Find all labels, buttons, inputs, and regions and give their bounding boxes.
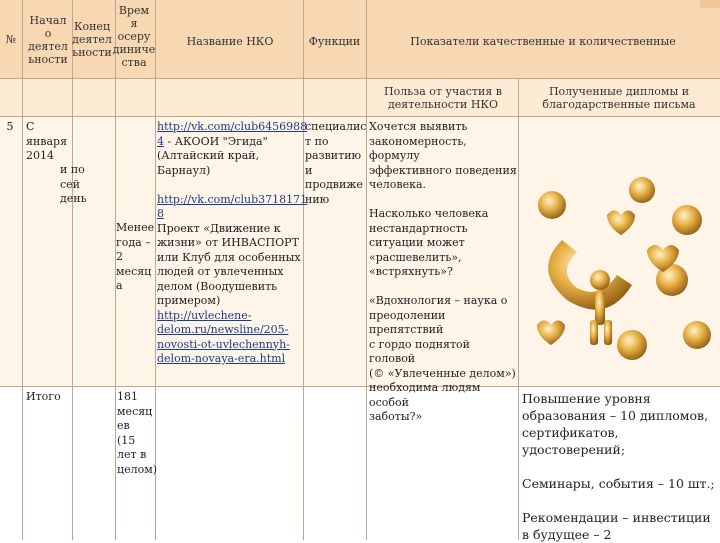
slide-corner-decoration xyxy=(700,0,720,8)
text-line: и по xyxy=(60,163,85,176)
text-line xyxy=(369,280,519,295)
nko-text: жизни» от ИНВАСПОРТ xyxy=(157,236,299,249)
text-line: ьности xyxy=(72,46,112,59)
text-line xyxy=(157,164,305,179)
nko-text: (Алтайский край, xyxy=(157,149,260,162)
text-line: Польза от участия в xyxy=(384,85,502,98)
nko-link[interactable]: 8 xyxy=(157,207,164,220)
text-line: образования – 10 дипломов, xyxy=(522,408,709,423)
text-line: заботы?» xyxy=(369,410,423,423)
text-line: ситуации может xyxy=(369,236,465,249)
text-line: день xyxy=(60,192,87,205)
text-line: Семинары, события – 10 шт.; xyxy=(522,476,715,491)
text-line xyxy=(157,178,305,193)
text-line: года – xyxy=(116,235,151,249)
nko-link-line[interactable] xyxy=(157,309,305,324)
text-line: развитию xyxy=(305,149,362,162)
text-line: месяц xyxy=(116,264,152,278)
text-line: С xyxy=(26,120,35,133)
row-start-date xyxy=(26,120,72,164)
text-line: Начал xyxy=(29,14,67,27)
text-line: нестандартность xyxy=(369,221,468,235)
text-line: «Вдохнология – наука о xyxy=(369,294,508,307)
grid-line xyxy=(22,0,23,540)
nko-link-line[interactable] xyxy=(157,207,305,222)
header-col-name: Название НКО xyxy=(186,35,274,48)
text-line: Насколько человека xyxy=(369,207,489,220)
grid-line xyxy=(0,116,720,117)
header-col-number: № xyxy=(5,33,17,46)
text-line: (© «Увлеченные делом») xyxy=(369,366,516,380)
text-line xyxy=(369,193,519,208)
nko-link[interactable]: 4 xyxy=(157,134,164,148)
text-line xyxy=(522,492,718,509)
nko-link[interactable]: http://vk.com/club6456988 xyxy=(157,120,308,133)
gold-magnet-dollars-illustration xyxy=(522,160,718,372)
row-benefit xyxy=(369,120,519,425)
text-line: а xyxy=(116,279,123,292)
nko-link-line[interactable] xyxy=(157,192,308,208)
text-line: необходима людям особой xyxy=(369,381,481,409)
header-col-end xyxy=(66,20,118,59)
text-line: и xyxy=(305,163,313,177)
nko-link-line[interactable] xyxy=(157,323,305,338)
subheader-diplomas xyxy=(520,85,718,111)
nko-link[interactable]: http://uvlechene- xyxy=(157,308,252,322)
grid-line xyxy=(72,0,73,540)
text-line xyxy=(157,149,305,164)
text-line: ьности xyxy=(28,53,68,66)
nko-link[interactable]: delom-novaya-era.html xyxy=(157,352,286,365)
total-label: Итого xyxy=(26,390,61,403)
text-line: Полученные дипломы и xyxy=(548,85,690,98)
row-end-date xyxy=(60,163,115,207)
row-nko-name[interactable] xyxy=(157,120,308,367)
text-line: т по xyxy=(305,134,329,148)
total-duration xyxy=(117,390,157,477)
header-col-functions: Функции xyxy=(308,35,361,48)
text-line: Врем xyxy=(118,4,150,17)
text-line: ев xyxy=(117,419,130,432)
nko-text: людей от увлеченных xyxy=(157,265,284,278)
nko-link[interactable]: delom.ru/newsline/205- xyxy=(157,323,289,336)
row-functions xyxy=(305,120,368,207)
text-line xyxy=(157,280,305,295)
text-line: (15 xyxy=(117,433,136,447)
text-line: преодолении препятствий xyxy=(369,308,446,336)
text-line: я xyxy=(130,17,138,30)
text-line: Менее xyxy=(116,221,155,234)
nko-text: Проект «Движение к xyxy=(157,221,281,235)
text-line: закономерность, формулу xyxy=(369,134,467,162)
nko-text: делом (Воодушевить xyxy=(157,279,278,293)
text-line xyxy=(157,236,305,251)
text-line: «расшевелить», xyxy=(369,250,462,264)
nko-link-line[interactable] xyxy=(157,352,305,367)
text-line: целом) xyxy=(117,462,158,476)
text-line: лет в xyxy=(117,448,147,461)
text-line: специалис xyxy=(305,120,367,133)
grid-line xyxy=(366,0,367,540)
text-line: осеру xyxy=(117,30,151,43)
text-line: сей xyxy=(60,177,81,191)
text-line: ства xyxy=(121,56,147,69)
text-line xyxy=(522,458,718,475)
text-line: сертификатов, xyxy=(522,425,619,440)
text-line: 2 xyxy=(116,250,123,263)
text-line: деятел xyxy=(28,40,68,53)
text-line: удостоверений; xyxy=(522,442,626,457)
header-col-start xyxy=(24,14,72,66)
total-results xyxy=(522,390,718,543)
grid-line xyxy=(0,78,720,79)
text-line: деятельности НКО xyxy=(388,98,498,111)
nko-text: - АКООИ "Эгида" xyxy=(164,134,268,148)
text-line xyxy=(157,251,305,266)
nko-link-line[interactable] xyxy=(157,135,305,150)
nko-text: примером) xyxy=(157,294,221,307)
header-col-time xyxy=(112,4,156,69)
text-line: продвиже xyxy=(305,178,363,191)
nko-link[interactable]: http://vk.com/club3718171 xyxy=(157,192,308,206)
text-line: Повышение уровня xyxy=(522,391,651,406)
text-line: Хочется выявить xyxy=(369,120,468,133)
text-line: месяц xyxy=(117,404,153,418)
text-line xyxy=(157,294,305,309)
nko-link-line[interactable] xyxy=(157,338,305,353)
text-line xyxy=(157,222,305,237)
text-line: января xyxy=(26,134,68,148)
text-line: в будущее – 2 xyxy=(522,527,612,542)
row-number: 5 xyxy=(6,120,14,133)
text-line: с гордо поднятой головой xyxy=(369,337,471,365)
text-line: эффективного поведения xyxy=(369,163,517,177)
text-line: 2014 xyxy=(26,149,54,162)
text-line xyxy=(157,265,305,280)
nko-link-line[interactable] xyxy=(157,120,308,135)
nko-text: или Клуб для особенных xyxy=(157,250,301,264)
text-line: Конец xyxy=(73,20,111,33)
header-col-indicators: Показатели качественные и количественные xyxy=(410,35,676,48)
text-line: нию xyxy=(305,192,330,206)
text-line: человека. xyxy=(369,178,427,191)
text-line: Рекомендации – инвестиции xyxy=(522,510,711,525)
text-line: благодарственные письма xyxy=(542,98,696,111)
text-line: деятел xyxy=(72,33,112,46)
text-line: о xyxy=(44,27,52,40)
grid-line xyxy=(0,386,720,387)
text-line: «встряхнуть»? xyxy=(369,265,453,278)
text-line: диниче xyxy=(112,43,156,56)
row-duration xyxy=(116,221,156,294)
text-line: 181 xyxy=(117,390,138,403)
nko-link[interactable]: novosti-ot-uvlechennyh- xyxy=(157,337,290,351)
subheader-benefit xyxy=(368,85,518,111)
nko-text: Барнаул) xyxy=(157,163,211,177)
